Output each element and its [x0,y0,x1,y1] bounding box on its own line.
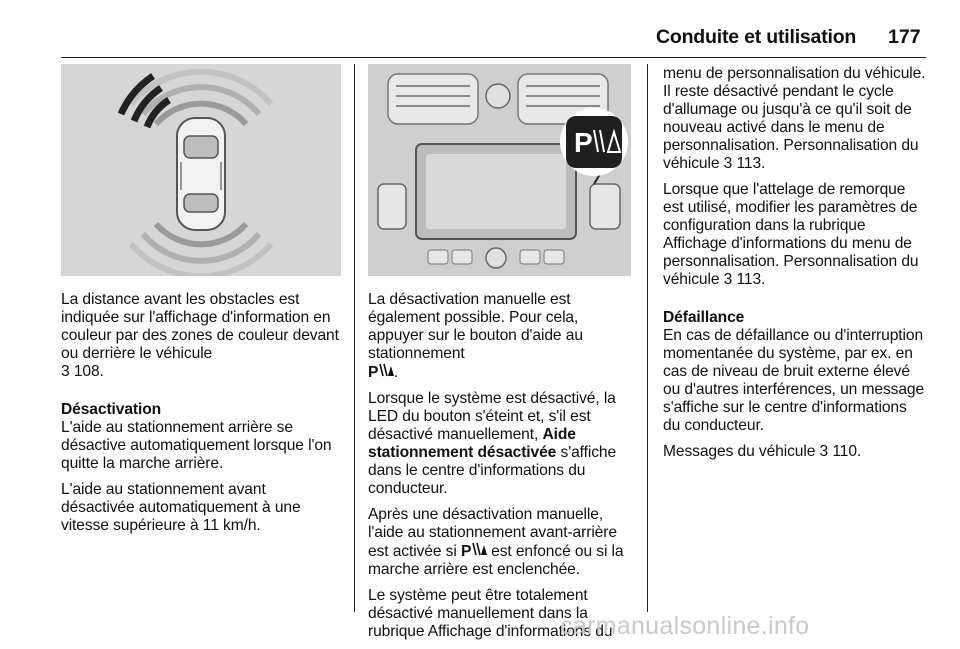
paragraph: La désactivation manuelle est également possible. Pour cela, appuyer sur le bouton d'aide au stationnement P . [368,291,583,381]
paragraph-text: Lorsque que l'attelage de remorque est utilisé, modifier les paramètres de configuration dans la rubrique Affichage d'informations du menu de personnalisation. Personnalisation du véhicule [663,181,919,288]
parking-signal-icon [378,363,394,377]
parking-assist-icon [368,364,394,381]
paragraph: Le système peut être totalement désactivé manuellement dans la rubrique Affichage d'informations du [368,587,613,640]
paragraph-text: La désactivation manuelle est également possible. Pour cela, appuyer sur le bouton d'aide au stationnement [368,291,583,362]
column-1 [61,291,343,543]
ref-page: 113. [736,155,766,172]
column-divider-1 [354,64,355,612]
parking-assist-icon [461,543,487,560]
paragraph: En cas de défaillance ou d'interruption momentanée du système, par ex. en cas de niveau de bruit externe élevé ou d'autres interférences, un message s'affiche sur le centre d'informations du conducteur. [663,327,925,434]
paragraph [368,506,633,579]
paragraph: L'aide au stationnement avant désactivée automatiquement à une vitesse supérieure à 11 km/h. [61,481,301,534]
paragraph-text: Après une désactivation manuelle, l'aide au stationnement avant-arrière est activée si [368,506,617,560]
paragraph [368,390,633,498]
paragraph [663,65,928,173]
ref-arrow-icon: 3 [723,155,733,172]
column-2 [368,291,633,649]
cross-reference[interactable] [820,443,862,460]
paragraph-text: La distance avant les obstacles est indiquée sur l'affichage d'information en couleur par des zones de couleur devant ou derrière le véhicule [61,291,339,362]
ref-arrow-icon: 3 [819,443,829,460]
paragraph [663,181,928,289]
parking-button-letter: P [460,543,471,560]
page-title: Conduite et utilisation [656,26,857,48]
parking-button-letter: P [368,364,378,381]
column-3 [663,65,928,469]
dashboard-figure [368,64,631,276]
ref-page: 108. [73,363,104,380]
paragraph-text: s'affiche dans le centre d'informations du conducteur. [368,444,617,497]
parking-sensor-figure [61,64,341,276]
paragraph [663,443,928,461]
cross-reference[interactable] [61,363,104,380]
paragraph: L'aide au stationnement arrière se désactive automatiquement lorsque l'on quitte la marche arrière. [61,419,332,472]
ref-arrow-icon: 3 [723,271,733,288]
ref-page: 110. [832,443,862,460]
ref-arrow-icon: 3 [61,363,70,380]
section-heading: Désactivation [61,401,162,418]
paragraph [61,291,343,381]
cross-reference[interactable] [724,155,766,172]
header-rule [61,57,926,58]
cross-reference[interactable] [724,271,766,288]
paragraph-text: Lorsque le système est désactivé, la LED du bouton s'éteint et, s'il est désactivé manuellement, [368,390,616,443]
parking-signal-icon [471,542,487,556]
watermark: carmanualsonline.info [560,612,810,640]
dashboard-illustration [368,64,631,276]
paragraph-text: Messages du véhicule [663,443,816,460]
ref-page: 113. [736,271,766,288]
column-divider-2 [647,64,648,612]
page-header [0,0,960,60]
paragraph-text: est enfoncé ou si la marche arrière est enclenchée. [368,543,624,578]
paragraph-text: menu de personnalisation du véhicule. Il reste désactivé pendant le cycle d'allumage ou jusqu'à ce qu'il soit de nouveau activé dans le menu de personnalisation. Personnalisation du véhicule [663,65,926,172]
svg-text:P: P [574,127,593,158]
page-number: 177 [888,26,921,48]
car-sensor-illustration [61,64,341,276]
message-label: Aide stationnement désactivée [368,426,576,461]
section-heading: Défaillance [663,309,745,326]
